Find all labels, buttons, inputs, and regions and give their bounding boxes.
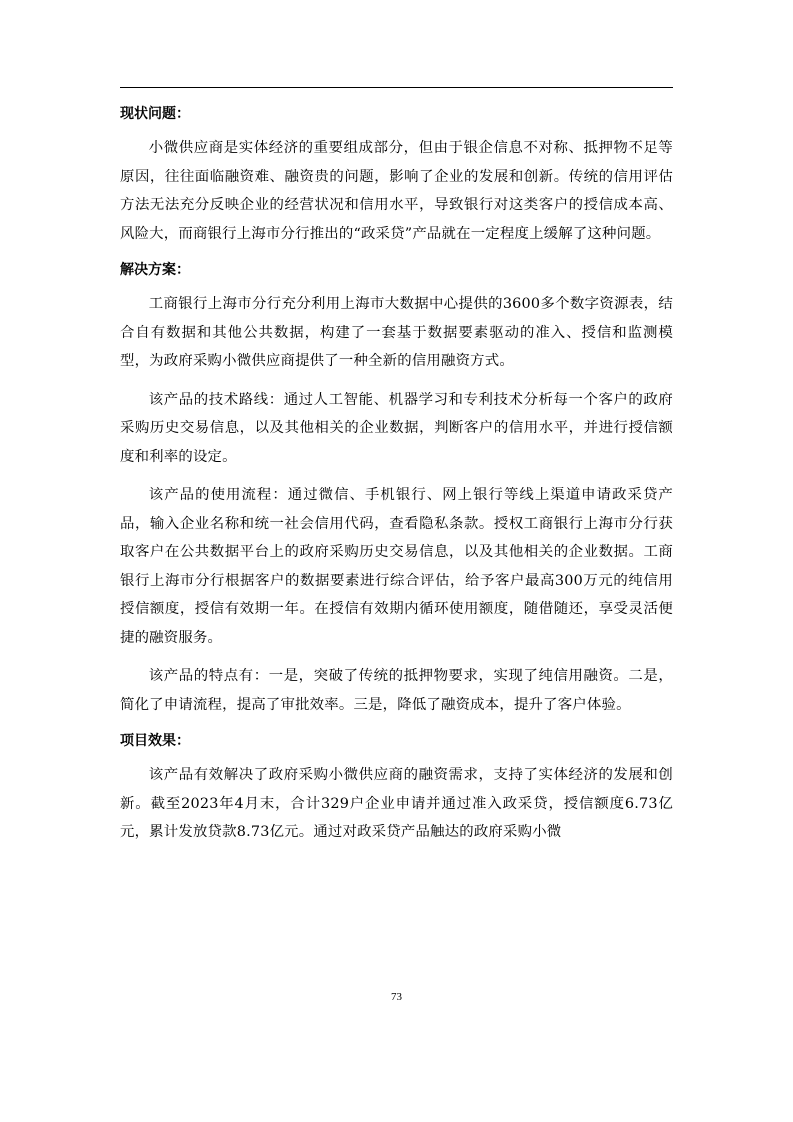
paragraph: 工商银行上海市分行充分利用上海市大数据中心提供的3600多个数字资源表，结合自有数据和其他公共数据，构建了一套基于数据要素驱动的准入、授信和监测模型，为政府采购小微供应商提供了一种全新的信用融资方式。 — [120, 296, 673, 369]
paragraph: 该产品有效解决了政府采购小微供应商的融资需求，支持了实体经济的发展和创新。截至2023年4月末，合计329户企业申请并通过准入政采贷，授信额度6.73亿元，累计发放贷款8.73亿元。通过对政采贷产品触达的政府采购小微 — [120, 767, 673, 840]
header-rule — [120, 87, 673, 88]
paragraph: 该产品的使用流程：通过微信、手机银行、网上银行等线上渠道申请政采贷产品，输入企业名称和统一社会信用代码，查看隐私条款。授权工商银行上海市分行获取客户在公共数据平台上的政府采购历史交易信息，以及其他相关的企业数据。工商银行上海市分行根据客户的数据要素进行综合评估，给予客户最高300万元的纯信用授信额度，授信有效期一年。在授信有效期内循环使用额度，随借随还，享受灵活便捷的融资服务。 — [120, 487, 673, 646]
page-number: 73 — [391, 991, 402, 1003]
section-heading-effects: 项目效果： — [120, 733, 190, 749]
document-body — [120, 104, 673, 847]
paragraph: 该产品的技术路线：通过人工智能、机器学习和专利技术分析每一个客户的政府采购历史交易信息，以及其他相关的企业数据，判断客户的信用水平，并进行授信额度和利率的设定。 — [120, 391, 673, 465]
paragraph: 小微供应商是实体经济的重要组成部分，但由于银企信息不对称、抵押物不足等原因，往往面临融资难、融资贵的问题，影响了企业的发展和创新。传统的信用评估方法无法充分反映企业的经营状况和信用水平，导致银行对这类客户的授信成本高、风险大，而商银行上海市分行推出的“政采贷”产品就在一定程度上缓解了这种问题。 — [120, 140, 673, 242]
section-heading-solution: 解决方案： — [120, 262, 190, 278]
section-heading-current-issues: 现状问题： — [120, 106, 190, 122]
paragraph: 该产品的特点有：一是，突破了传统的抵押物要求，实现了纯信用融资。二是，简化了申请流程，提高了审批效率。三是，降低了融资成本，提升了客户体验。 — [120, 668, 673, 713]
